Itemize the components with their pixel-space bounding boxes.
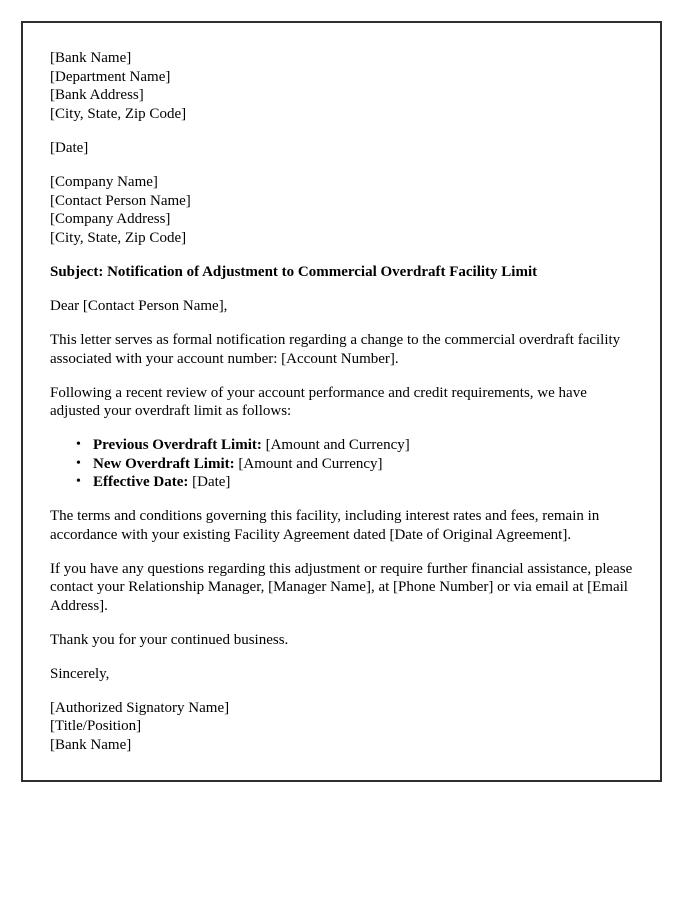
list-item-effective-date	[76, 473, 634, 492]
letter-border-frame	[21, 21, 662, 782]
paragraph-notification: This letter serves as formal notification regarding a change to the commercial overdraft facility associated with your account number: [Account Number].	[50, 332, 621, 367]
recipient-company-address: [Company Address]	[50, 211, 171, 227]
sender-city-state-zip: [City, State, Zip Code]	[50, 105, 187, 122]
signatory-name: [Authorized Signatory Name]	[50, 699, 230, 716]
sender-bank-name: [Bank Name]	[50, 50, 132, 66]
previous-limit-value: [Amount and Currency]	[261, 437, 410, 453]
bullet-icon: •	[76, 437, 81, 452]
effective-date-label: Effective Date:	[93, 474, 189, 490]
recipient-company-name: [Company Name]	[50, 174, 158, 190]
date-line: [Date]	[50, 140, 89, 156]
list-item-previous-limit	[76, 436, 634, 455]
sender-address-block	[50, 49, 634, 123]
paragraph-terms: The terms and conditions governing this facility, including interest rates and fees, remain in accordance with your existing Facility Agreement dated [Date of Original Agreement].	[50, 508, 600, 543]
previous-limit-label: Previous Overdraft Limit:	[93, 437, 262, 453]
new-limit-label: New Overdraft Limit:	[93, 455, 235, 472]
new-limit-value: [Amount and Currency]	[234, 455, 383, 472]
sender-department-name: [Department Name]	[50, 68, 171, 85]
recipient-address-block	[50, 173, 634, 247]
bullet-icon: •	[76, 474, 81, 489]
overdraft-limits-list	[50, 436, 634, 492]
recipient-contact-person: [Contact Person Name]	[50, 192, 191, 209]
closing: Sincerely,	[50, 665, 110, 682]
letter-body	[23, 23, 660, 754]
paragraph-contact: If you have any questions regarding this adjustment or require further financial assistance, please contact your Relationship Manager, [Manager Name], at [Phone Number] or via email at [Email Address].	[50, 560, 633, 614]
bullet-icon: •	[76, 455, 81, 471]
signatory-title: [Title/Position]	[50, 718, 142, 734]
paragraph-thanks: Thank you for your continued business.	[50, 631, 289, 648]
signature-block	[50, 699, 634, 755]
effective-date-value: [Date]	[188, 474, 231, 490]
signatory-bank-name: [Bank Name]	[50, 736, 132, 753]
list-item-new-limit	[76, 455, 634, 474]
paragraph-review: Following a recent review of your account performance and credit requirements, we have adjusted your overdraft limit as follows:	[50, 384, 587, 419]
recipient-city-state-zip: [City, State, Zip Code]	[50, 229, 187, 246]
salutation: Dear [Contact Person Name],	[50, 298, 228, 314]
subject-line: Subject: Notification of Adjustment to Commercial Overdraft Facility Limit	[50, 264, 538, 280]
sender-bank-address: [Bank Address]	[50, 87, 144, 103]
